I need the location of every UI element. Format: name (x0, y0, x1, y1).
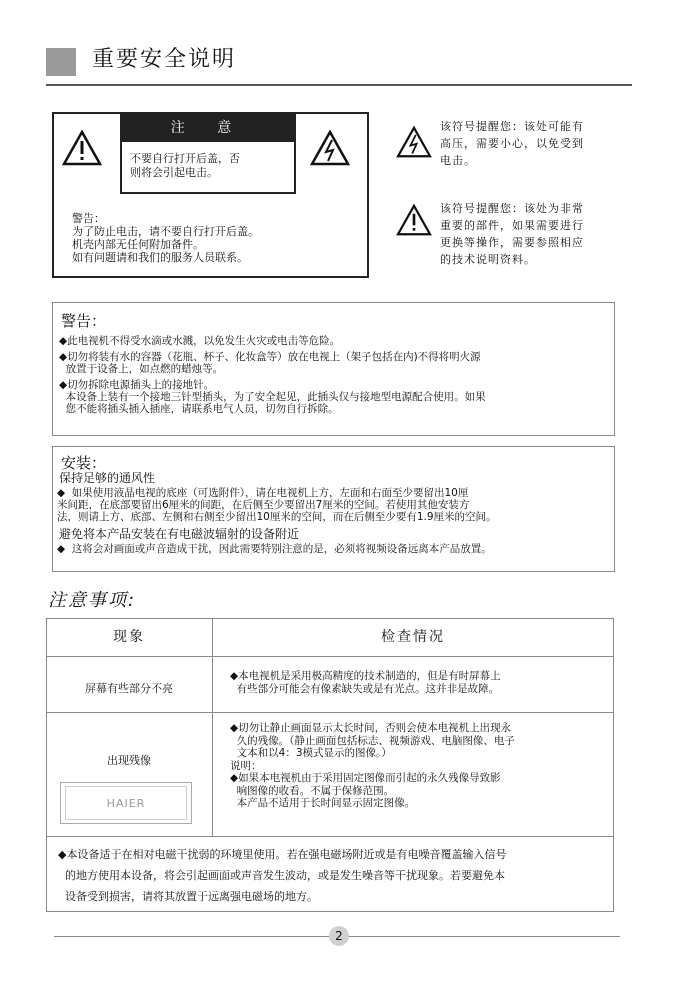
side-note-line: 该符号提醒您：该处为非常 (440, 202, 584, 215)
warning-item: 您不能将插头插入插座，请联系电气人员，切勿自行拆除。 (59, 403, 339, 415)
side-note-line: 高压，需要小心，以免受到 (440, 137, 584, 150)
notes-title: 注意事项: (48, 590, 137, 611)
install-subtitle-emi: 避免将本产品安装在有电磁波辐射的设备附近 (59, 527, 300, 541)
warnings-title: 警告： (61, 312, 107, 330)
check-line: 久的残像。（静止画面包括标志、视频游戏、电脑图像、电子 (230, 734, 515, 747)
side-note-voltage (440, 118, 620, 169)
check-line: 响图像的收看。不属于保修范围。 (230, 784, 395, 797)
check-line: 文本和以4：3模式显示的图像。） (230, 747, 392, 759)
caution-warning-line: 机壳内部无任何附加备件。 (72, 238, 204, 251)
exclamation-triangle-icon (396, 204, 432, 240)
check-line: 说明： (230, 759, 262, 772)
install-box (52, 446, 615, 572)
side-note-line: 更换等操作，需要参照相应 (440, 236, 584, 249)
column-header-symptom: 现象 (113, 629, 145, 645)
check-line: 本产品不适用于长时间显示固定图像。 (230, 797, 416, 809)
emi-line: 的地方使用本设备，将会引起画面或声音发生波动，或是发生噪音等干扰现象。若要避免本 (58, 869, 505, 882)
tv-brand-label: HAIER (65, 786, 187, 820)
install-subtitle-ventilation: 保持足够的通风性 (59, 471, 156, 485)
warnings-box (52, 302, 615, 436)
warnings-list (59, 335, 609, 415)
side-note-line: 该符号提醒您：该处可能有 (440, 120, 584, 133)
header-block (46, 48, 76, 76)
warning-item: 本设备上装有一个接地三针型插头，为了安全起见，此插头仅与接地型电源配合使用。如果 (59, 391, 486, 403)
caution-line: 则将会引起电击。 (130, 166, 218, 179)
page-number: 2 (329, 926, 349, 946)
install-line: ◆ 这将会对画面或声音造成干扰，因此需要特别注意的是，必须将视频设备远离本产品放置。 (57, 543, 492, 555)
install-line: 法，则请上方、底部、左侧和右侧至少留出10厘米的空间，而在后侧至少要有1.9厘米的空间。 (57, 511, 497, 523)
exclamation-triangle-icon (62, 130, 102, 170)
warning-item: ◆切勿拆除电源插头上的接地针。 (59, 379, 215, 391)
caution-warning-line: 警告： (72, 212, 105, 225)
check-cell (230, 722, 600, 810)
check-line: ◆如果本电视机由于采用固定图像而引起的永久残像导致影 (230, 772, 501, 784)
check-line: 有些部分可能会有像素缺失或是有光点。这并非是故障。 (230, 682, 500, 695)
column-header-check: 检查情况 (381, 629, 445, 645)
lightning-triangle-icon (310, 130, 350, 170)
install-line: ◆ 如果使用液晶电视的底座（可选附件），请在电视机上方，左面和右面至少要留出10厘 (57, 487, 469, 499)
page-title: 重要安全说明 (92, 47, 237, 72)
install-title: 安装： (61, 454, 107, 472)
warning-item: ◆切勿将装有水的容器（花瓶、杯子、化妆盒等）放在电视上（架子包括在内)不得将明火源 (59, 351, 481, 363)
warning-item: ◆此电视机不得受水滴或水溅，以免发生火灾或电击等危险。 (59, 335, 341, 347)
caution-line: 不要自行打开后盖，否 (130, 152, 240, 165)
check-cell (230, 670, 600, 695)
symptom-cell: 屏幕有些部分不亮 (85, 682, 173, 695)
side-note-line: 电击。 (440, 154, 476, 167)
header-divider (46, 84, 632, 86)
check-line: ◆本电视机是采用极高精度的技术制造的，但是有时屏幕上 (230, 670, 501, 682)
install-emi-text (57, 543, 613, 555)
symptom-cell: 出现残像 (107, 754, 151, 767)
side-note-important (440, 200, 620, 268)
caution-warning (72, 212, 362, 264)
emi-line: ◆本设备适于在相对电磁干扰弱的环境里使用。若在强电磁场附近或是有电噪音覆盖输入信号 (58, 848, 507, 861)
side-note-line: 重要的部件，如果需要进行 (440, 219, 584, 232)
install-line: 米间距，在底部要留出6厘米的间距，在后侧至少要留出7厘米的空间。若使用其他安装方 (57, 499, 470, 511)
emi-line: 设备受到损害，请将其放置于远离强电磁场的地方。 (58, 890, 318, 903)
caution-message (130, 152, 290, 180)
caution-warning-line: 如有问题请和我们的服务人员联系。 (72, 251, 248, 264)
caution-warning-line: 为了防止电击，请不要自行打开后盖。 (72, 225, 259, 238)
table-header-divider (46, 656, 614, 657)
lightning-triangle-icon (396, 126, 432, 162)
install-ventilation-text (57, 487, 613, 523)
warning-item: 放置于设备上，如点燃的蜡烛等。 (59, 363, 224, 375)
check-line: ◆切勿让静止画面显示太长时间，否则会使本电视机上出现永 (230, 722, 512, 734)
side-note-line: 的技术说明资料。 (440, 253, 536, 266)
caution-heading: 注 意 (122, 114, 294, 142)
table-row-divider (46, 836, 614, 837)
emi-notice (58, 844, 608, 907)
table-row-divider (46, 712, 614, 713)
